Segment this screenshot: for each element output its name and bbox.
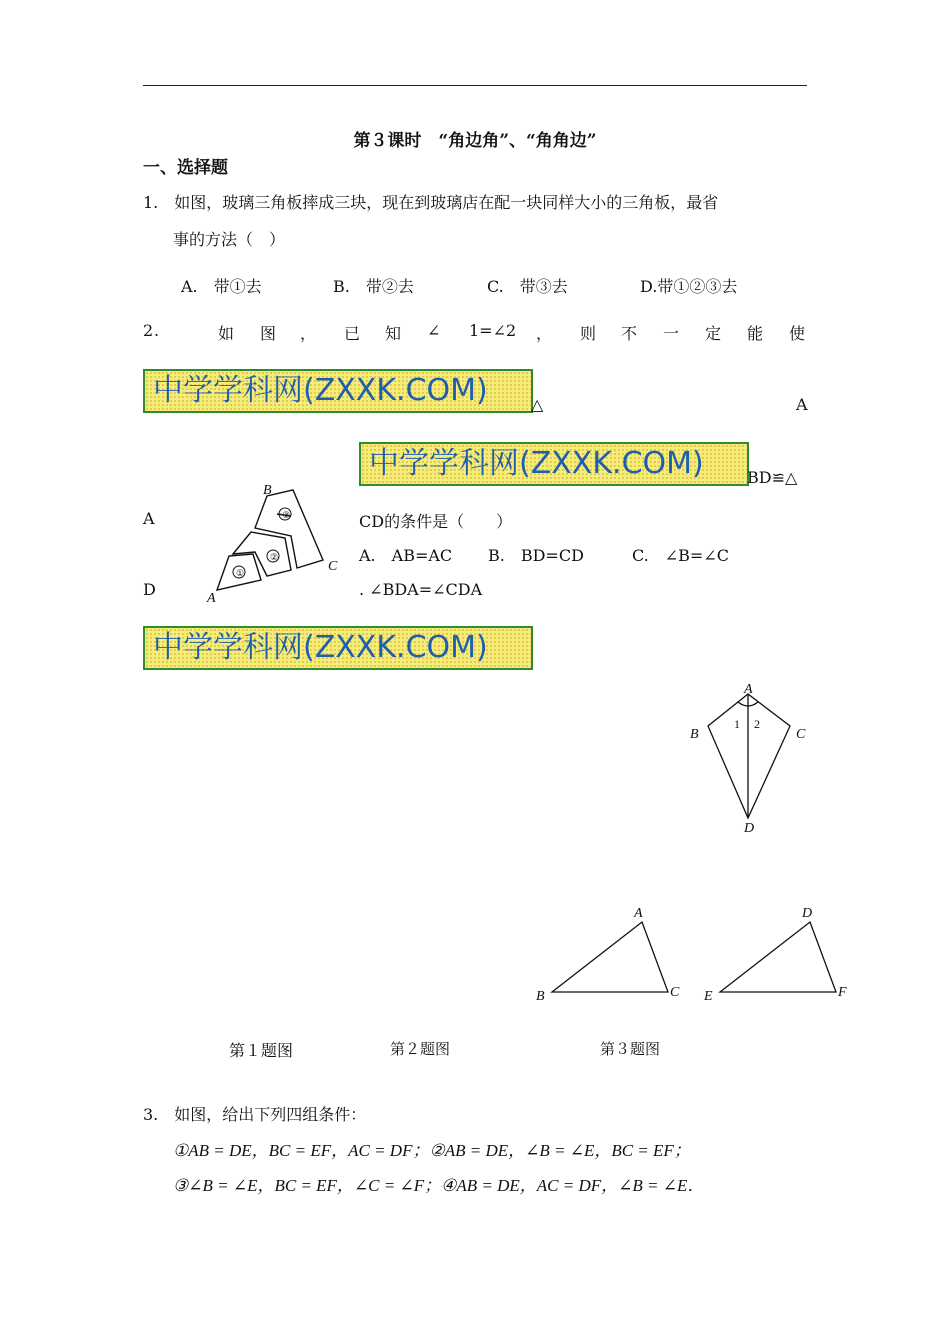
caption-figure-2: 第２题图 (390, 1040, 451, 1058)
fig3-label-b: B (536, 989, 545, 1004)
fig3-label-d: D (802, 906, 813, 921)
q3-line2: ①AB = DE，BC = EF，AC = DF；②AB = DE，∠B = ∠E，BC = EF； (173, 1141, 691, 1160)
section-heading: 一、选择题 (143, 158, 228, 178)
watermark-banner (143, 626, 533, 670)
fig3-label-a: A (634, 906, 643, 921)
figure-3-triangles (530, 900, 860, 1010)
fig2-label-c: C (796, 727, 806, 742)
q2-char: 知 (385, 324, 402, 343)
q2-fragment-d: D (143, 580, 156, 599)
fig1-label-a: A (207, 591, 216, 605)
q2-option-a: A. AB=AC (359, 546, 453, 565)
fig2-label-d: D (744, 821, 755, 836)
watermark-text: 中学学科网(ZXXK.COM) (153, 630, 488, 665)
fig1-label-c: C (328, 559, 338, 574)
header-rule (143, 85, 807, 86)
piece-3-label: ③ (282, 510, 291, 520)
q2-char: 如 (218, 324, 235, 343)
q2-char: ∠ (427, 321, 441, 340)
q1-option-a: A. 带①去 (181, 277, 262, 296)
q2-char: ， (300, 324, 317, 343)
watermark-text: 中学学科网(ZXXK.COM) (153, 373, 488, 408)
q2-fragment-triangle: △ (531, 395, 544, 414)
q2-char: 使 (789, 324, 806, 343)
q2-char: 图 (260, 324, 277, 343)
caption-figure-1: 第１题图 (229, 1041, 294, 1060)
q2-fragment-a: A (796, 395, 808, 414)
piece-2-label: ② (270, 552, 279, 562)
fig3-label-c: C (670, 985, 680, 1000)
q2-number-dot: . (154, 321, 160, 340)
q1-line2: 事的方法（ ） (173, 230, 286, 249)
fig2-label-b: B (690, 727, 699, 742)
q2-cd-line: CD的条件是（ ） (359, 512, 513, 531)
q2-char: 则 (580, 324, 597, 343)
q2-char: ， (536, 324, 553, 343)
q1-option-b: B. 带②去 (333, 277, 414, 296)
q2-char: 定 (705, 324, 722, 343)
figure-1-broken-triangle (195, 480, 355, 605)
q2-number: 2 (143, 321, 154, 340)
fig1-label-b: B (263, 483, 272, 498)
page-title: 第３课时 “角边角”、“角角边” (353, 131, 597, 151)
watermark-banner (359, 442, 749, 486)
q2-fragment-bd: BD≌△ (747, 468, 798, 487)
q1-line1: 1. 如图，玻璃三角板摔成三块，现在到玻璃店在配一块同样大小的三角板，最省 (143, 193, 719, 212)
q2-char: 一 (663, 324, 680, 343)
q1-option-c: C. 带③去 (487, 277, 568, 296)
piece-1-label: ① (236, 568, 245, 578)
q2-option-b: B. BD=CD (488, 546, 584, 565)
q2-fragment-a2: A (143, 509, 155, 528)
figure-2-kite (680, 680, 820, 840)
fig2-angle-1: 1 (734, 717, 740, 731)
fig3-label-e: E (704, 989, 713, 1004)
q2-char: 1=∠2 (469, 321, 517, 340)
q2-char: 能 (747, 324, 764, 343)
q2-char: 不 (621, 324, 638, 343)
q3-line3: ③∠B = ∠E，BC = EF，∠C = ∠F；④AB = DE，AC = DF，∠B = ∠E． (173, 1176, 705, 1195)
q2-char: 已 (344, 324, 361, 343)
fig3-label-f: F (838, 985, 847, 1000)
watermark-banner (143, 369, 533, 413)
fig2-label-a: A (744, 682, 753, 697)
q3-line1: 3. 如图，给出下列四组条件： (143, 1105, 367, 1124)
caption-figure-3: 第３题图 (600, 1040, 661, 1058)
q2-option-d: . ∠BDA=∠CDA (359, 580, 483, 599)
q1-option-d: D.带①②③去 (640, 277, 738, 296)
watermark-text: 中学学科网(ZXXK.COM) (369, 446, 704, 481)
fig2-angle-2: 2 (754, 717, 760, 731)
q2-option-c: C. ∠B=∠C (632, 546, 729, 565)
